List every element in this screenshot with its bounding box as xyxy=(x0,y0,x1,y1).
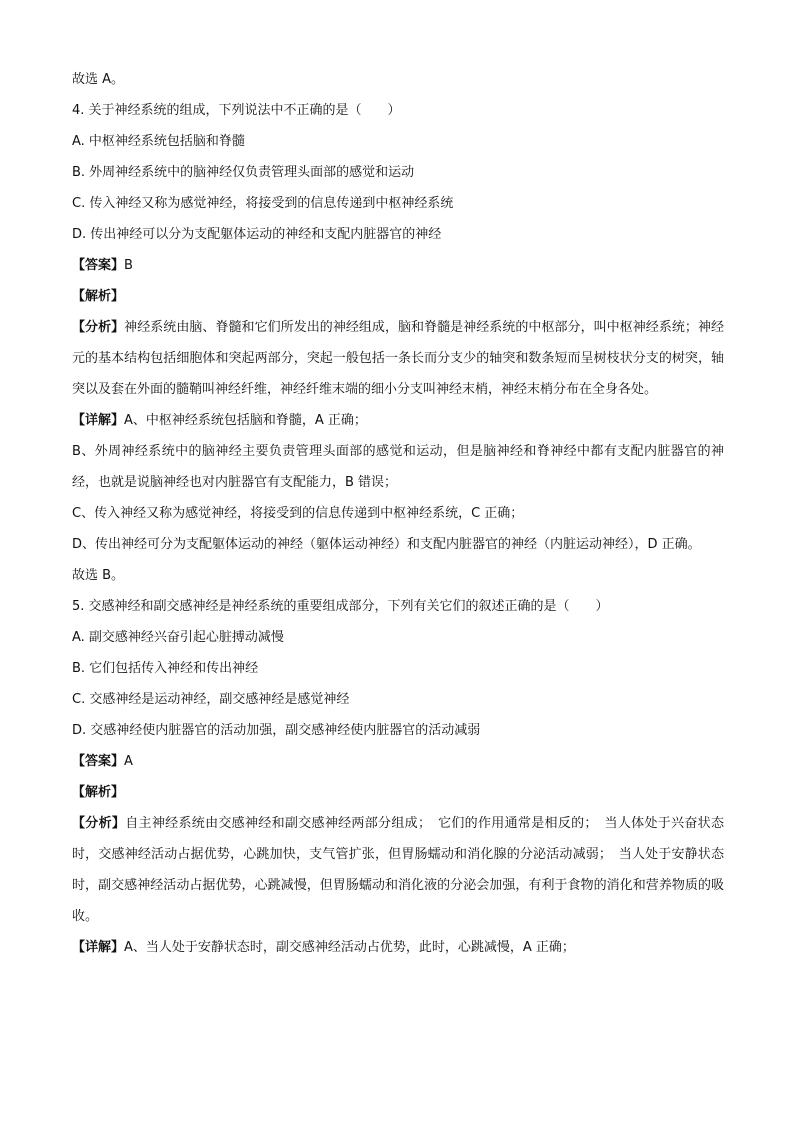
question-4-stem: 4. 关于神经系统的组成，下列说法中不正确的是（ ） xyxy=(72,103,401,118)
analysis-paragraph xyxy=(72,808,724,932)
analysis-text: 神经系统由脑、脊髓和它们所发出的神经组成，脑和脊髓是神经系统的中枢部分，叫中枢神经系统；神经元的基本结构包括细胞体和突起两部分，突起一般包括一条长而分支少的轴突和数条短而呈树枝状分支的树突，轴突以及套在外面的髓鞘叫神经纤维，神经纤维末端的细小分支叫神经末梢，神经末梢分布在全身各处。 xyxy=(72,320,724,397)
detail-text: A、中枢神经系统包括脑和脊髓，A 正确； xyxy=(124,413,367,428)
detail-paragraph-d: D、传出神经可分为支配躯体运动的神经（躯体运动神经）和支配内脏器官的神经（内脏运动神经），D 正确。 xyxy=(72,537,701,552)
question-5-option-a: A. 副交感神经兴奋引起心脏搏动减慢 xyxy=(72,630,284,645)
question-5-option-b: B. 它们包括传入神经和传出神经 xyxy=(72,661,259,676)
answer-line xyxy=(72,746,724,777)
question-5-stem: 5. 交感神经和副交感神经是神经系统的重要组成部分，下列有关它们的叙述正确的是（ ） xyxy=(72,599,609,614)
answer-value: B xyxy=(124,258,133,273)
text-line: 故选 A。 xyxy=(72,72,125,87)
text-line: 故选 B。 xyxy=(72,568,125,583)
analysis-tag: 【解析】 xyxy=(72,785,125,800)
question-4-option-b: B. 外周神经系统中的脑神经仅负责管理头面部的感觉和运动 xyxy=(72,165,415,180)
detail-line-c: C、传入神经又称为感觉神经，将接受到的信息传递到中枢神经系统，C 正确； xyxy=(72,506,524,521)
analysis-sub-tag: 【分析】 xyxy=(72,816,126,831)
analysis-paragraph xyxy=(72,312,724,405)
question-5-option-c: C. 交感神经是运动神经，副交感神经是感觉神经 xyxy=(72,692,350,707)
question-5-option-d: D. 交感神经使内脏器官的活动加强，副交感神经使内脏器官的活动减弱 xyxy=(72,723,481,738)
analysis-heading xyxy=(72,777,724,808)
detail-paragraph-b: B、外周神经系统中的脑神经主要负责管理头面部的感觉和运动，但是脑神经和脊神经中都有支配内脏器官的神经，也就是说脑神经也对内脏器官有支配能力，B 错误； xyxy=(72,444,724,490)
document-page xyxy=(72,64,724,963)
detail-tag: 【详解】 xyxy=(72,940,125,955)
answer-tag: 【答案】 xyxy=(72,754,125,769)
analysis-tag: 【解析】 xyxy=(72,289,125,304)
analysis-heading xyxy=(72,281,724,312)
detail-text: A、当人处于安静状态时，副交感神经活动占优势，此时，心跳减慢，A 正确； xyxy=(124,940,575,955)
detail-tag: 【详解】 xyxy=(72,413,125,428)
question-4-option-a: A. 中枢神经系统包括脑和脊髓 xyxy=(72,134,245,149)
question-4-option-c: C. 传入神经又称为感觉神经，将接受到的信息传递到中枢神经系统 xyxy=(72,196,454,211)
answer-tag: 【答案】 xyxy=(72,258,125,273)
analysis-text: 自主神经系统由交感神经和副交感神经两部分组成； 它们的作用通常是相反的； 当人体处于兴奋状态时，交感神经活动占据优势，心跳加快，支气管扩张，但胃肠蠕动和消化腺的分泌活动减弱； 当人处于安静状态时，副交感神经活动占据优势，心跳减慢，但胃肠蠕动和消化液的分泌会加强，有利于食物的消化和营养物质的吸收。 xyxy=(72,816,724,924)
question-4-option-d: D. 传出神经可以分为支配躯体运动的神经和支配内脏器官的神经 xyxy=(72,227,442,242)
detail-line xyxy=(72,405,724,436)
detail-line xyxy=(72,932,724,963)
answer-value: A xyxy=(124,754,133,769)
answer-line xyxy=(72,250,724,281)
analysis-sub-tag: 【分析】 xyxy=(72,320,125,335)
